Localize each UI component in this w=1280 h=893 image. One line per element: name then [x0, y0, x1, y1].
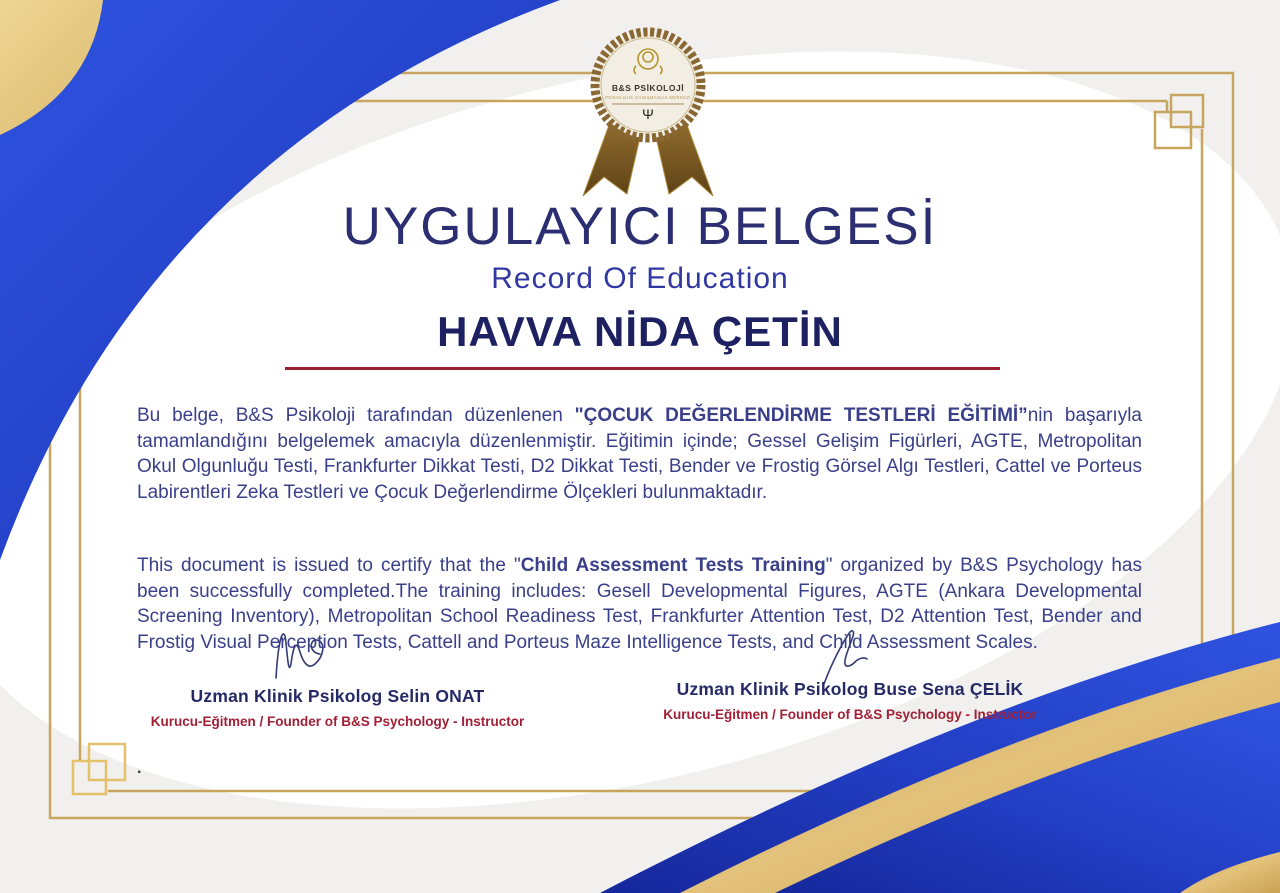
body-tr-suffix: nin başarıyla tamamlandığını belgelemek amacıyla düzenlenmiştir. Eğitimin içinde; Gessel Gelişim Figürleri, AGTE, Metropolitan Okul Olgunluğu Testi, Frankfurter Dikkat Testi, D2 Dikkat Testi, Bender ve Frostig Görsel Algı Testleri, Cattel ve Porteus Labirentleri Zeka Testleri ve Çocuk Değerlendirme Ölçekleri bulunmaktadır.: [137, 405, 1142, 503]
signatory-role: Kurucu-Eğitmen / Founder of B&S Psychology - Instructor: [150, 714, 525, 729]
body-tr-prefix: Bu belge, B&S Psikoloji tarafından düzenlenen: [137, 405, 575, 426]
name-underline: [285, 367, 1000, 370]
certificate-title: UYGULAYICI BELGESİ: [342, 197, 938, 256]
signatory-name: Uzman Klinik Psikolog Buse Sena ÇELİK: [676, 679, 1024, 699]
body-paragraph-english: [137, 553, 1142, 655]
signatory-role: Kurucu-Eğitmen / Founder of B&S Psychology - Instructor: [663, 707, 1037, 722]
swoosh-bottom-right: [600, 622, 1280, 893]
medal-org-name: B&S PSİKOLOJİ: [611, 83, 685, 93]
stray-period: .: [137, 760, 142, 777]
body-en-bold: Child Assessment Tests Training: [520, 555, 826, 576]
signature-block-right: [655, 679, 1045, 722]
medal-psi-symbol: Ψ: [642, 106, 654, 122]
body-paragraph-turkish: [137, 403, 1142, 505]
medal-org-subtitle: PSİKOLOJİK DANIŞMANLIK MERKEZİ: [605, 95, 691, 100]
corner-ornament-top-right: [1155, 95, 1203, 148]
signatory-name: Uzman Klinik Psikolog Selin ONAT: [190, 686, 485, 706]
body-tr-bold: "ÇOCUK DEĞERLENDİRME TESTLERİ EĞİTİMİ”: [574, 405, 1028, 426]
signature-block-left: [150, 686, 525, 729]
recipient-name: HAVVA NİDA ÇETİN: [437, 308, 843, 355]
body-en-prefix: This document is issued to certify that the ": [137, 555, 521, 576]
medal-rosette: [583, 32, 713, 196]
body-en-suffix: " organized by B&S Psychology has been successfully completed.The training includes: Gesell Developmental Figures, AGTE (Ankara Developmental Screening Inventory), Metropolitan School Readiness Test, Frankfurter Attention Test, D2 Attention Test, Bender and Frostig Visual Perception Tests, Cattell and Porteus Maze Intelligence Tests, and Child Assessment Scales.: [137, 555, 1142, 653]
certificate-subtitle: Record Of Education: [491, 262, 789, 295]
